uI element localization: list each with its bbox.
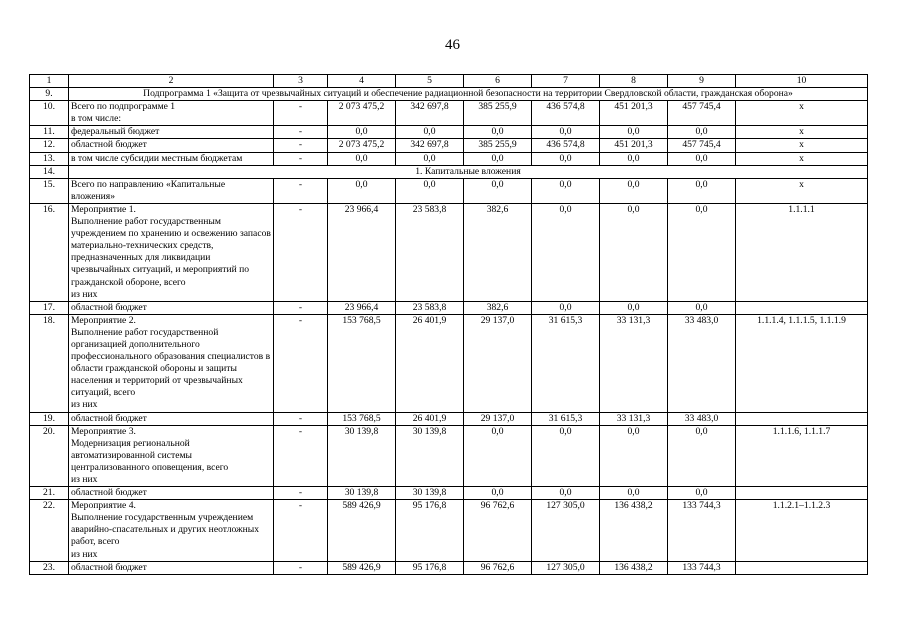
value-cell: 0,0 (396, 178, 464, 203)
value-cell: 95 176,8 (396, 500, 464, 561)
value-cell: 153 768,5 (328, 412, 396, 425)
row-name: областной бюджет (69, 487, 274, 500)
target-indicator-cell: х (736, 126, 868, 139)
value-cell: 0,0 (668, 487, 736, 500)
value-cell: 30 139,8 (328, 425, 396, 486)
row-name: Мероприятие 2. Выполнение работ государственной организацией дополнительного профессионального образования специалистов в области гражданской обороны и защиты населения и территорий от чрезвычайных ситуаций, всего из них (69, 314, 274, 412)
table-row (30, 101, 868, 126)
value-cell: 0,0 (668, 301, 736, 314)
value-cell: 33 131,3 (600, 314, 668, 412)
value-cell: 0,0 (668, 425, 736, 486)
value-cell: 589 426,9 (328, 500, 396, 561)
row-number: 13. (30, 152, 69, 165)
value-cell: 95 176,8 (396, 561, 464, 574)
row-number: 16. (30, 203, 69, 301)
value-cell: 23 966,4 (328, 301, 396, 314)
table-row (30, 139, 868, 152)
row-number: 20. (30, 425, 69, 486)
column-header: 9 (668, 75, 736, 88)
column-header: 8 (600, 75, 668, 88)
row-name: федеральный бюджет (69, 126, 274, 139)
value-cell: 0,0 (600, 487, 668, 500)
section-title: 1. Капитальные вложения (69, 165, 868, 178)
value-cell: 0,0 (600, 425, 668, 486)
value-cell: 136 438,2 (600, 561, 668, 574)
value-cell: 0,0 (464, 152, 532, 165)
value-cell: 589 426,9 (328, 561, 396, 574)
row-number: 17. (30, 301, 69, 314)
value-cell: - (274, 203, 328, 301)
value-cell: 0,0 (328, 126, 396, 139)
column-header: 10 (736, 75, 868, 88)
value-cell: 30 139,8 (396, 425, 464, 486)
target-indicator-cell (736, 412, 868, 425)
value-cell: - (274, 178, 328, 203)
value-cell: 0,0 (600, 126, 668, 139)
value-cell: 23 583,8 (396, 203, 464, 301)
column-header: 4 (328, 75, 396, 88)
value-cell: 133 744,3 (668, 500, 736, 561)
value-cell: 96 762,6 (464, 561, 532, 574)
row-name: областной бюджет (69, 301, 274, 314)
table-row (30, 126, 868, 139)
column-header: 5 (396, 75, 464, 88)
row-name: областной бюджет (69, 139, 274, 152)
value-cell: 127 305,0 (532, 500, 600, 561)
value-cell: 0,0 (668, 126, 736, 139)
value-cell: 23 583,8 (396, 301, 464, 314)
row-number: 11. (30, 126, 69, 139)
value-cell: - (274, 561, 328, 574)
value-cell: 382,6 (464, 301, 532, 314)
value-cell: 0,0 (328, 152, 396, 165)
budget-table (29, 74, 868, 575)
value-cell: - (274, 487, 328, 500)
value-cell: 451 201,3 (600, 139, 668, 152)
value-cell: 436 574,8 (532, 139, 600, 152)
value-cell: 436 574,8 (532, 101, 600, 126)
value-cell: 0,0 (464, 178, 532, 203)
value-cell: - (274, 101, 328, 126)
column-header: 7 (532, 75, 600, 88)
target-indicator-cell (736, 301, 868, 314)
target-indicator-cell: х (736, 101, 868, 126)
column-header: 3 (274, 75, 328, 88)
target-indicator-cell: х (736, 139, 868, 152)
column-header: 6 (464, 75, 532, 88)
row-name: Мероприятие 3. Модернизация региональной автоматизированной системы централизованного оповещения, всего из них (69, 425, 274, 486)
value-cell: 0,0 (668, 152, 736, 165)
row-number: 10. (30, 101, 69, 126)
value-cell: 31 615,3 (532, 314, 600, 412)
value-cell: 30 139,8 (396, 487, 464, 500)
row-number: 12. (30, 139, 69, 152)
value-cell: 0,0 (532, 425, 600, 486)
value-cell: 33 483,0 (668, 412, 736, 425)
table-row (30, 301, 868, 314)
value-cell: 385 255,9 (464, 139, 532, 152)
target-indicator-cell: х (736, 178, 868, 203)
row-number: 18. (30, 314, 69, 412)
value-cell: 0,0 (532, 126, 600, 139)
value-cell: 31 615,3 (532, 412, 600, 425)
value-cell: - (274, 425, 328, 486)
value-cell: 0,0 (532, 203, 600, 301)
table-row (30, 152, 868, 165)
table-row (30, 412, 868, 425)
value-cell: 0,0 (600, 203, 668, 301)
target-indicator-cell (736, 487, 868, 500)
target-indicator-cell: х (736, 152, 868, 165)
table-row (30, 165, 868, 178)
table-row (30, 425, 868, 486)
value-cell: 0,0 (532, 178, 600, 203)
row-number: 14. (30, 165, 69, 178)
value-cell: 30 139,8 (328, 487, 396, 500)
row-number: 19. (30, 412, 69, 425)
row-number: 15. (30, 178, 69, 203)
row-name: областной бюджет (69, 561, 274, 574)
value-cell: 29 137,0 (464, 314, 532, 412)
value-cell: 153 768,5 (328, 314, 396, 412)
value-cell: 382,6 (464, 203, 532, 301)
value-cell: - (274, 152, 328, 165)
row-number: 21. (30, 487, 69, 500)
value-cell: 133 744,3 (668, 561, 736, 574)
table-row (30, 500, 868, 561)
value-cell: 96 762,6 (464, 500, 532, 561)
value-cell: - (274, 500, 328, 561)
target-indicator-cell (736, 561, 868, 574)
value-cell: 29 137,0 (464, 412, 532, 425)
value-cell: 26 401,9 (396, 412, 464, 425)
value-cell: 0,0 (600, 152, 668, 165)
value-cell: - (274, 301, 328, 314)
value-cell: 0,0 (464, 425, 532, 486)
section-title: Подпрограмма 1 «Защита от чрезвычайных ситуаций и обеспечение радиационной безопасности на территории Свердловской области, гражданская оборона» (69, 88, 868, 101)
table-row (30, 88, 868, 101)
row-number: 9. (30, 88, 69, 101)
value-cell: 342 697,8 (396, 101, 464, 126)
value-cell: 127 305,0 (532, 561, 600, 574)
header-row (30, 75, 868, 88)
value-cell: 0,0 (600, 301, 668, 314)
column-header: 1 (30, 75, 69, 88)
value-cell: - (274, 314, 328, 412)
value-cell: 0,0 (464, 487, 532, 500)
value-cell: 451 201,3 (600, 101, 668, 126)
value-cell: 2 073 475,2 (328, 101, 396, 126)
row-name: областной бюджет (69, 412, 274, 425)
value-cell: 0,0 (668, 203, 736, 301)
table-row (30, 314, 868, 412)
value-cell: 457 745,4 (668, 101, 736, 126)
value-cell: 33 131,3 (600, 412, 668, 425)
value-cell: 0,0 (464, 126, 532, 139)
table-row (30, 487, 868, 500)
value-cell: 0,0 (600, 178, 668, 203)
table-row (30, 561, 868, 574)
value-cell: 0,0 (668, 178, 736, 203)
column-header: 2 (69, 75, 274, 88)
value-cell: 0,0 (532, 152, 600, 165)
row-name: Мероприятие 4. Выполнение государственным учреждением аварийно-спасательных и других неотложных работ, всего из них (69, 500, 274, 561)
page-number: 46 (445, 37, 460, 53)
row-name: Всего по направлению «Капитальные вложения» (69, 178, 274, 203)
value-cell: 457 745,4 (668, 139, 736, 152)
row-name: Всего по подпрограмме 1 в том числе: (69, 101, 274, 126)
table-row (30, 203, 868, 301)
value-cell: 342 697,8 (396, 139, 464, 152)
value-cell: 0,0 (532, 301, 600, 314)
row-name: в том числе субсидии местным бюджетам (69, 152, 274, 165)
target-indicator-cell: 1.1.1.6, 1.1.1.7 (736, 425, 868, 486)
target-indicator-cell: 1.1.1.4, 1.1.1.5, 1.1.1.9 (736, 314, 868, 412)
value-cell: 33 483,0 (668, 314, 736, 412)
value-cell: 23 966,4 (328, 203, 396, 301)
value-cell: - (274, 139, 328, 152)
row-name: Мероприятие 1. Выполнение работ государственным учреждением по хранению и освежению запасов материально-технических средств, предназначенных для ликвидации чрезвычайных ситуаций, и мероприятий по гражданской обороне, всего из них (69, 203, 274, 301)
value-cell: 0,0 (532, 487, 600, 500)
row-number: 23. (30, 561, 69, 574)
target-indicator-cell: 1.1.1.1 (736, 203, 868, 301)
value-cell: 0,0 (328, 178, 396, 203)
row-number: 22. (30, 500, 69, 561)
value-cell: 0,0 (396, 152, 464, 165)
value-cell: - (274, 126, 328, 139)
value-cell: 0,0 (396, 126, 464, 139)
value-cell: - (274, 412, 328, 425)
value-cell: 2 073 475,2 (328, 139, 396, 152)
value-cell: 26 401,9 (396, 314, 464, 412)
target-indicator-cell: 1.1.2.1–1.1.2.3 (736, 500, 868, 561)
table-row (30, 178, 868, 203)
value-cell: 136 438,2 (600, 500, 668, 561)
value-cell: 385 255,9 (464, 101, 532, 126)
